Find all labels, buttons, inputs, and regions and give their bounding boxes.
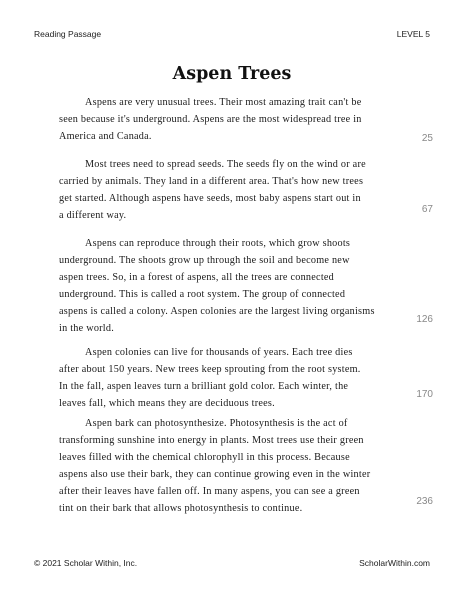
paragraph-line: underground. This is called a root system. The group of connected (59, 289, 346, 300)
paragraph-line: tint on their bark that allows photosynthesis to continue. (59, 503, 303, 514)
paragraph-line: leaves fall, which means they are deciduous trees. (59, 398, 275, 409)
word-count-2: 67 (421, 204, 433, 215)
paragraph-line: America and Canada. (59, 131, 152, 142)
paragraph-line: get started. Although aspens have seeds, most baby aspens start out in (59, 193, 361, 204)
paragraph-line: Aspens can reproduce through their roots, which grow shoots (85, 238, 351, 249)
paragraph-line: Most trees need to spread seeds. The seeds fly on the wind or are (85, 159, 366, 170)
website-link[interactable]: ScholarWithin.com (359, 558, 430, 568)
word-count-3: 126 (416, 314, 433, 325)
copyright-text: © 2021 Scholar Within, Inc. (34, 558, 138, 568)
paragraph-line: In the fall, aspen leaves turn a brilliant gold color. Each winter, the (59, 381, 349, 392)
paragraph-line: Aspen colonies can live for thousands of years. Each tree dies (85, 347, 353, 358)
paragraph-line: aspen trees. So, in a forest of aspens, all the trees are connected (59, 272, 335, 283)
paragraph-line: Aspens are very unusual trees. Their most amazing trait can't be (85, 97, 362, 108)
paragraph-line: aspens is called a colony. Aspen colonies are the largest living organisms (59, 306, 375, 317)
paragraph-line: carried by animals. They land in a different area. That's how new trees (59, 176, 364, 187)
paragraph-line: leaves filled with the chemical chlorophyll in this process. Because (59, 452, 350, 463)
passage-title: Aspen Trees (172, 64, 292, 84)
level-label: LEVEL 5 (396, 29, 430, 39)
paragraph-line: in the world. (59, 323, 115, 334)
word-count-1: 25 (421, 133, 433, 144)
paragraph-line: a different way. (59, 210, 127, 221)
paragraph-line: aspens also use their bark, they can continue growing even in the winter (59, 469, 371, 480)
paragraph-line: after their leaves have fallen off. In many aspens, you can see a green (59, 486, 360, 497)
paragraph-line: seen because it's underground. Aspens are the most widespread tree in (59, 114, 362, 125)
word-count-4: 170 (416, 389, 433, 400)
header-label: Reading Passage (34, 29, 102, 39)
paragraph-line: underground. The shoots grow up through the soil and become new (59, 255, 350, 266)
paragraph-line: after about 150 years. New trees keep sprouting from the root system. (59, 364, 361, 375)
paragraph-line: Aspen bark can photosynthesize. Photosynthesis is the act of (85, 418, 348, 429)
word-count-5: 236 (416, 496, 433, 507)
paragraph-line: transforming sunshine into energy in plants. Most trees use their green (59, 435, 364, 446)
